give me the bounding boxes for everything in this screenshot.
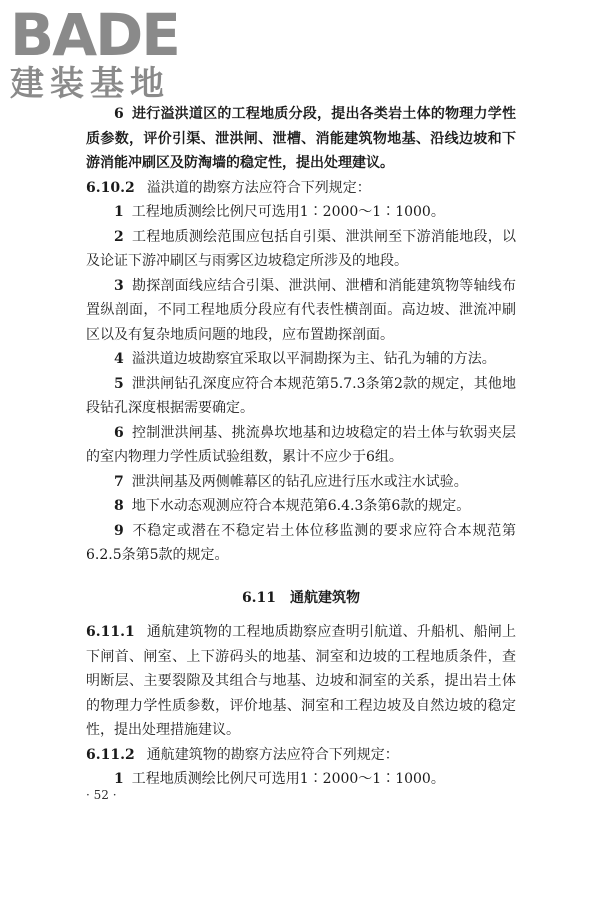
document-body (86, 102, 516, 792)
list-item: 6 控制泄洪闸基、挑流鼻坎地基和边坡稳定的岩土体与软弱夹层的室内物理力学性质试验组数，累计不应少于6组。 (86, 424, 516, 465)
list-item: 4 溢洪道边坡勘察宜采取以平洞勘探为主、钻孔为辅的方法。 (114, 351, 496, 367)
list-item: 9 不稳定或潜在不稳定岩土体位移监测的要求应符合本规范第6.2.5条第5款的规定。 (86, 522, 516, 563)
bade-logo (10, 1, 180, 104)
list-item: 2 工程地质测绘范围应包括自引渠、泄洪闸至下游消能地段，以及论证下游冲刷区与雨雾区边坡稳定所涉及的地段。 (86, 228, 516, 269)
clause-6-10-2: 6.10.2 溢洪道的勘察方法应符合下列规定： (86, 179, 371, 196)
list-item: 1 工程地质测绘比例尺可选用1∶2000～1∶1000。 (114, 771, 445, 787)
clause-6-11-2: 6.11.2 通航建筑物的勘察方法应符合下列规定： (86, 746, 399, 763)
list-item: 3 勘探剖面线应结合引渠、泄洪闸、泄槽和消能建筑物等轴线布置纵剖面，不同工程地质分段应有代表性横剖面。高边坡、泄流冲刷区以及有复杂地质问题的地段，应布置勘探剖面。 (86, 277, 516, 343)
list-item: 5 泄洪闸钻孔深度应符合本规范第5.7.3条第2款的规定，其他地段钻孔深度根据需要确定。 (86, 375, 516, 416)
list-item: 7 泄洪闸基及两侧帷幕区的钻孔应进行压水或注水试验。 (114, 473, 468, 490)
clause-6-11-1: 6.11.1 通航建筑物的工程地质勘察应查明引航道、升船机、船闸上下闸首、闸室、上下游码头的地基、洞室和边坡的工程地质条件，查明断层、主要裂隙及其组合与地基、边坡和洞室的关系，提出岩土体的物理力学性质参数，评价地基、洞室和工程边坡及自然边坡的稳定性，提出处理措施建议。 (86, 624, 516, 738)
section-title-6-11: 6.11 通航建筑物 (241, 589, 361, 606)
list-item: 1 工程地质测绘比例尺可选用1∶2000～1∶1000。 (114, 204, 445, 220)
logo-wordmark: BADE (10, 1, 179, 69)
list-item: 8 地下水动态观测应符合本规范第6.4.3条第6款的规定。 (114, 498, 471, 514)
item-6-continuation: 6 进行溢洪道区的工程地质分段，提出各类岩土体的物理力学性质参数，评价引渠、泄洪闸、泄槽、消能建筑物地基、沿线边坡和下游消能冲刷区及防淘墙的稳定性，提出处理建议。 (86, 106, 516, 171)
page-number: · 52 · (86, 788, 117, 802)
logo-subtitle: 建装基地 (10, 64, 170, 104)
